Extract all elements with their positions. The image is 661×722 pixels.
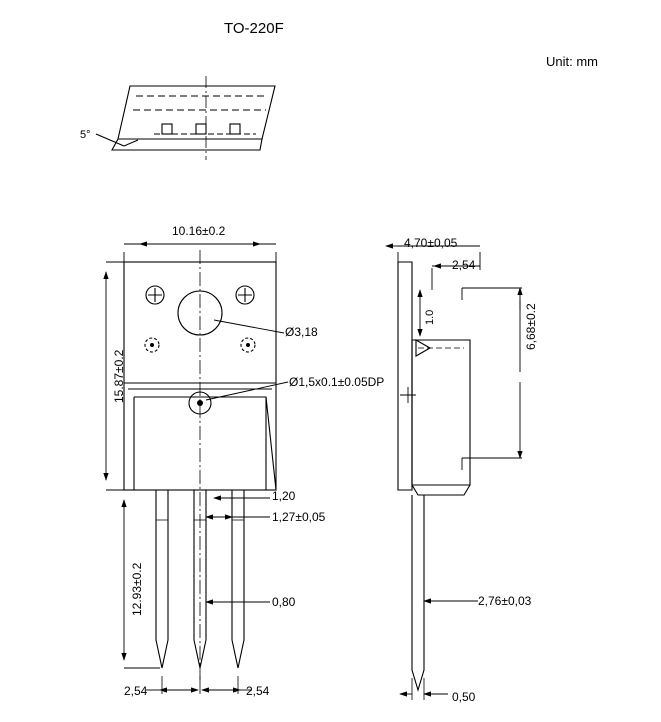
top-end-view [96,76,275,160]
label-side-668: 6,68±0.2 [524,303,538,350]
label-pitch-left: 2,54 [124,684,148,698]
label-lead-pitch: 1,27±0,05 [272,510,326,524]
page-title: TO-220F [224,20,284,37]
label-pitch-right: 2,54 [246,684,270,698]
front-dimensions [106,244,288,694]
label-mark-diameter: Ø1,5x0.1±0.05DP [289,375,385,389]
label-hole-diameter: Ø3,18 [285,325,318,339]
label-height-body: 15.87±0.2 [112,349,126,403]
label-width-top: 10.16±0.2 [172,224,226,238]
label-lead-width: 1,20 [272,489,296,503]
label-side-10: 1.0 [424,309,436,325]
label-side-050: 0,50 [452,690,476,704]
side-view [398,262,472,690]
label-side-thickness: 4,70±0,05 [404,236,458,250]
label-side-254: 2,54 [452,258,476,272]
label-lead-thickness: 0,80 [272,595,296,609]
side-dimensions [386,246,522,700]
label-angle-5deg: 5° [80,129,91,141]
front-view [124,250,276,680]
unit-note: Unit: mm [546,54,598,69]
label-side-276: 2,76±0,03 [478,594,532,608]
label-height-lead: 12.93±0.2 [130,562,144,616]
